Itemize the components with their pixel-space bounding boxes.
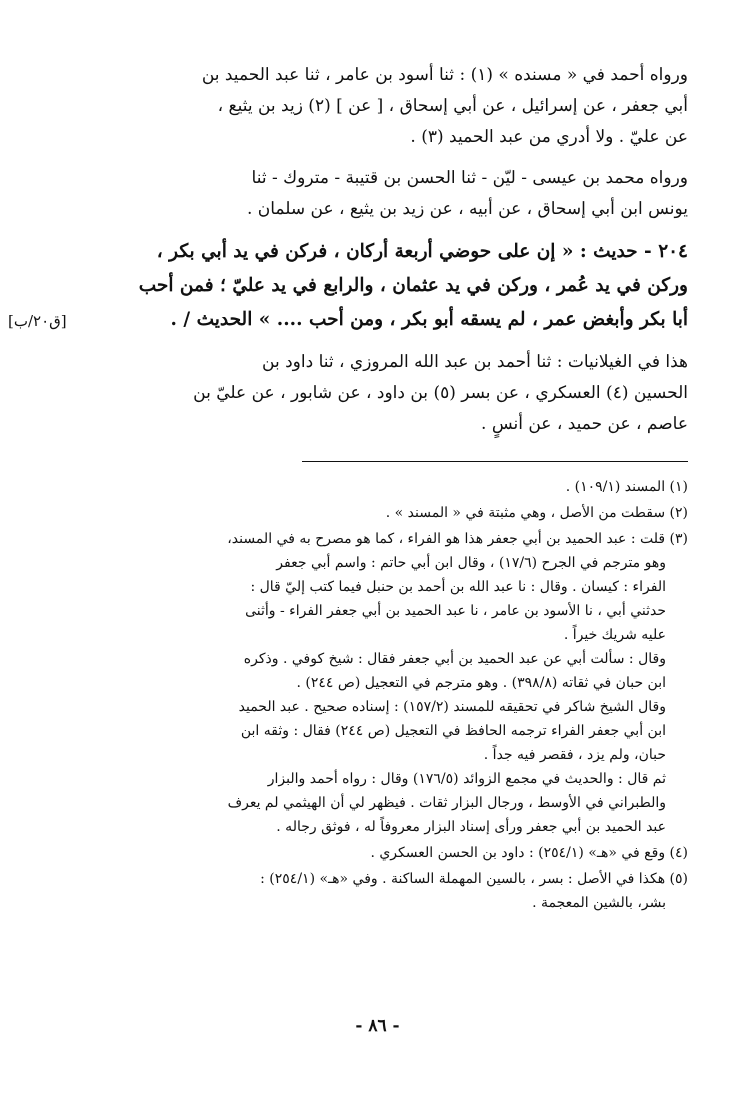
footnote-line: (٥) هكذا في الأصل : بسر ، بالسين المهملة الساكنة . وفي «هـ» (٢٥٤/١) : (260, 871, 688, 887)
footnote-line: والطبراني في الأوسط ، ورجال البزار ثقات . فيظهر لي أن الهيثمي لم يعرف (227, 795, 666, 811)
footnote-line: عبد الحميد بن أبي جعفر ورأى إسناد البزار معروفاً له ، فوثق رجاله . (276, 819, 666, 835)
footnote-line: وهو مترجم في الجرح (١٧/٦) ، وقال ابن أبي حاتم : واسم أبي جعفر (276, 555, 666, 571)
text-line: الحسين (٤) العسكري ، عن بسر (٥) بن داود ، عن شابور ، عن عليّ بن (193, 383, 688, 403)
footnote-line: عليه شريك خيراً . (563, 627, 666, 643)
footnote-line: (٣) قلت : عبد الحميد بن أبي جعفر هذا هو الفراء ، كما هو مصرح به في المسند، (227, 531, 688, 547)
footnote-line: (١) المسند (١٠٩/١) . (565, 479, 688, 495)
footnote-line: حدثني أبي ، نا الأسود بن عامر ، نا عبد الحميد بن أبي جعفر الفراء - وأثنى (245, 603, 666, 619)
text-line: عن عليّ . ولا أدري من عبد الحميد (٣) . (410, 127, 688, 147)
footnote-line: (٢) سقطت من الأصل ، وهي مثبتة في « المسند » . (385, 505, 688, 521)
footnote-line: ابن حبان في ثقاته (٣٩٨/٨) . وهو مترجم في التعجيل (ص ٢٤٤) . (296, 675, 666, 691)
text-line: ورواه أحمد في « مسنده » (١) : ثنا أسود بن عامر ، ثنا عبد الحميد بن (201, 65, 688, 85)
footnote-line: ابن أبي جعفر الفراء ترجمه الحافظ في التعجيل (ص ٢٤٤) فقال : وثقه ابن (240, 723, 666, 739)
text-line: ٢٠٤ - حديث : « إن على حوضي أربعة أركان ، فركن في يد أبي بكر ، (156, 241, 688, 262)
footnote-line: حبان، ولم يزد ، فقصر فيه جداً . (483, 747, 666, 763)
manuscript-folio-ref: [ق٢٠/ب] (8, 312, 67, 330)
text-line: هذا في الغيلانيات : ثنا أحمد بن عبد الله المروزي ، ثنا داود بن (262, 352, 688, 372)
paragraph-ghaylaniyat (80, 347, 688, 440)
footnote-5 (80, 867, 688, 915)
paragraph-ahmad-musnad (80, 60, 688, 153)
footnote-separator (302, 461, 688, 462)
main-text (80, 60, 688, 450)
text-line: يونس ابن أبي إسحاق ، عن أبيه ، عن زيد بن يثيع ، عن سلمان . (246, 199, 688, 219)
footnote-line: بشر، بالشين المعجمة . (532, 895, 666, 911)
text-line: وركن في يد عُمر ، وركن في يد عثمان ، والرابع في يد عليّ ؛ فمن أحب (138, 275, 688, 296)
paragraph-muhammad-ibn-isa (80, 163, 688, 225)
footnote-line: وقال الشيخ شاكر في تحقيقه للمسند (١٥٧/٢) : إسناده صحيح . عبد الحميد (238, 699, 666, 715)
hadith-204 (80, 235, 688, 337)
footnote-line: الفراء : كيسان . وقال : نا عبد الله بن أحمد بن حنبل فيما كتب إليّ قال : (250, 579, 666, 595)
text-line: ورواه محمد بن عيسى - ليّن - ثنا الحسن بن قتيبة - متروك - ثنا (251, 168, 688, 188)
text-line: عاصم ، عن حميد ، عن أنسٍ . (481, 414, 688, 434)
footnote-3 (80, 527, 688, 839)
footnote-4 (80, 841, 688, 865)
footnote-line: ثم قال : والحديث في مجمع الزوائد (١٧٦/٥) وقال : رواه أحمد والبزار (267, 771, 666, 787)
text-line: أبا بكر وأبغض عمر ، لم يسقه أبو بكر ، ومن أحب .... » الحديث / . (170, 309, 688, 330)
footnote-line: وقال : سألت أبي عن عبد الحميد بن أبي جعفر فقال : شيخ كوفي . وذكره (243, 651, 666, 667)
footnote-1 (80, 475, 688, 499)
page-number: - ٨٦ - (355, 1016, 400, 1036)
footnote-line: (٤) وقع في «هـ» (٢٥٤/١) : داود بن الحسن العسكري . (370, 845, 688, 861)
footnotes (80, 475, 688, 917)
footnote-2 (80, 501, 688, 525)
text-line: أبي جعفر ، عن إسرائيل ، عن أبي إسحاق ، [ عن ] (٢) زيد بن يثيع ، (217, 96, 688, 116)
